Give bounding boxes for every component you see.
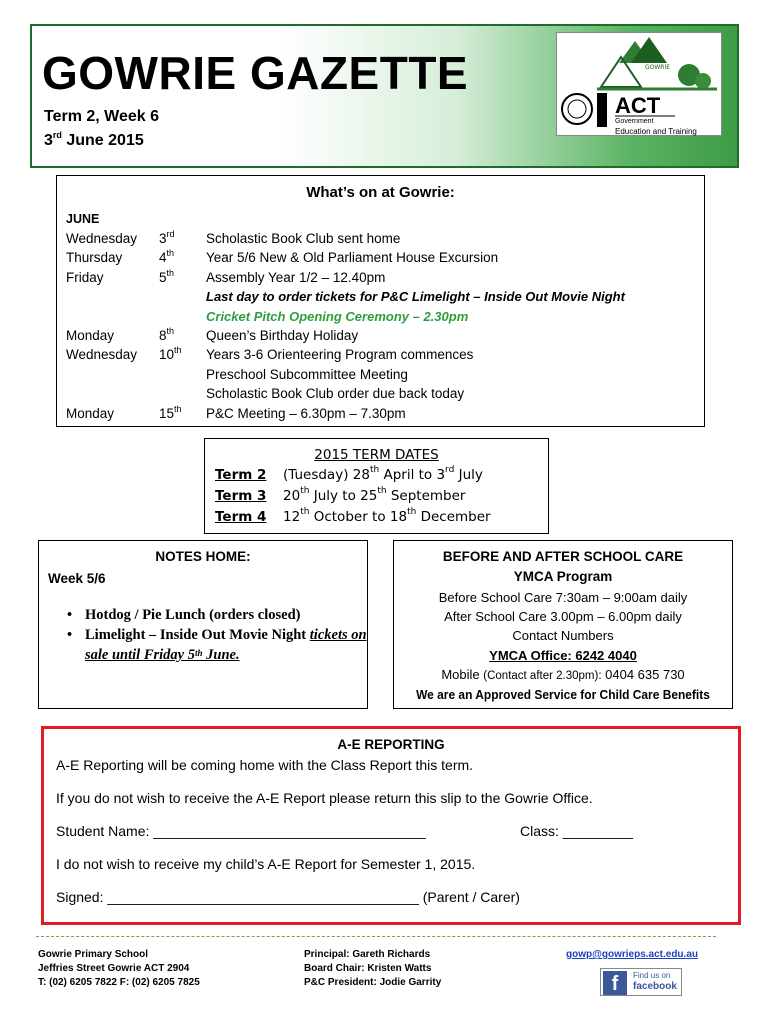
care-contact: Contact Numbers bbox=[512, 628, 614, 643]
gowrie-logo-icon bbox=[557, 33, 723, 137]
term-week: Term 2, Week 6 bbox=[44, 108, 160, 125]
list-item: • Limelight – Inside Out Movie Night tickets on sale until Friday 5th June. bbox=[67, 625, 367, 665]
svg-text:Government: Government bbox=[615, 118, 654, 125]
care-before: Before School Care 7:30am – 9:00am daily bbox=[438, 590, 688, 605]
footer-address: Gowrie Primary School Jeffries Street Gowrie ACT 2904 T: (02) 6205 7822 F: (02) 6205 7825 bbox=[38, 949, 200, 988]
ae-reporting-box bbox=[41, 726, 741, 925]
ae-line-2: If you do not wish to receive the A-E Report please return this slip to the Gowrie Office. bbox=[56, 790, 593, 806]
care-program: YMCA Program bbox=[513, 569, 613, 584]
whats-on-heading: What’s on at Gowrie: bbox=[306, 184, 455, 201]
footer-contacts: Principal: Gareth Richards Board Chair: Kristen Watts P&C President: Jodie Garrity bbox=[304, 949, 442, 988]
ae-heading: A-E REPORTING bbox=[337, 737, 445, 752]
list-item: • Hotdog / Pie Lunch (orders closed) bbox=[67, 605, 367, 625]
school-care-box bbox=[393, 540, 733, 709]
care-approved: We are an Approved Service for Child Care Benefits bbox=[416, 687, 710, 702]
student-name-field: Student Name: ___________________________________ bbox=[56, 823, 426, 839]
term-dates-heading: 2015 TERM DATES bbox=[314, 447, 439, 463]
term-dates-box bbox=[204, 438, 549, 534]
facebook-icon: f bbox=[603, 971, 627, 995]
care-office: YMCA Office: 6242 4040 bbox=[489, 648, 637, 663]
notes-home-box bbox=[38, 540, 368, 709]
signed-field: Signed: ________________________________________ (Parent / Carer) bbox=[56, 889, 520, 905]
svg-text:Education and Training: Education and Training bbox=[615, 127, 697, 136]
gazette-title: GOWRIE GAZETTE bbox=[42, 47, 469, 99]
care-after: After School Care 3.00pm – 6.00pm daily bbox=[444, 609, 682, 624]
notes-list bbox=[67, 605, 367, 665]
notes-week: Week 5/6 bbox=[48, 571, 106, 586]
svg-text:ACT: ACT bbox=[615, 93, 661, 118]
care-mobile: Mobile (Contact after 2.30pm): 0404 635 730 bbox=[441, 667, 685, 682]
footer-divider bbox=[36, 936, 716, 937]
term-row: Term 2 (Tuesday) 28th April to 3rd July bbox=[215, 465, 483, 483]
whats-on-box: What’s on at Gowrie: JUNE Wednesday 3rd Scholastic Book Club sent home Thursday 4th Year 5/6 New & Old Parliament House Excursion Friday 5th Assembly Year 1/2 – 12.40pm Last day to order tickets for P&C Limelight – Inside Out Movie Night Cricket Pitch Opening Ceremony – 2.30pm Monday 8th Queen’s Birthday Holiday Wednesday 10th Years 3-6 Orienteering Program commences Preschool Subcommittee Meeting Scholastic Book Club order due back today Monday 15th P&C Meeting – 6.30pm – 7.30pm bbox=[56, 175, 705, 427]
term-row: Term 4 12th October to 18th December bbox=[215, 507, 491, 525]
facebook-badge[interactable]: f Find us on facebook bbox=[600, 968, 682, 996]
notes-home-heading: NOTES HOME: bbox=[155, 549, 251, 564]
email-link[interactable]: gowp@gowrieps.act.edu.au bbox=[566, 949, 698, 960]
school-logo bbox=[556, 32, 722, 136]
issue-date: 3rd June 2015 bbox=[44, 130, 144, 149]
ae-line-4: I do not wish to receive my child’s A-E Report for Semester 1, 2015. bbox=[56, 856, 476, 872]
term-row: Term 3 20th July to 25th September bbox=[215, 486, 466, 504]
class-field: Class: _________ bbox=[520, 823, 633, 839]
month-label: JUNE bbox=[66, 212, 100, 226]
ae-line-1: A-E Reporting will be coming home with the Class Report this term. bbox=[56, 757, 474, 773]
gazette-header bbox=[30, 24, 739, 168]
care-heading: BEFORE AND AFTER SCHOOL CARE bbox=[442, 549, 684, 564]
svg-text:GOWRIE: GOWRIE bbox=[645, 64, 671, 71]
